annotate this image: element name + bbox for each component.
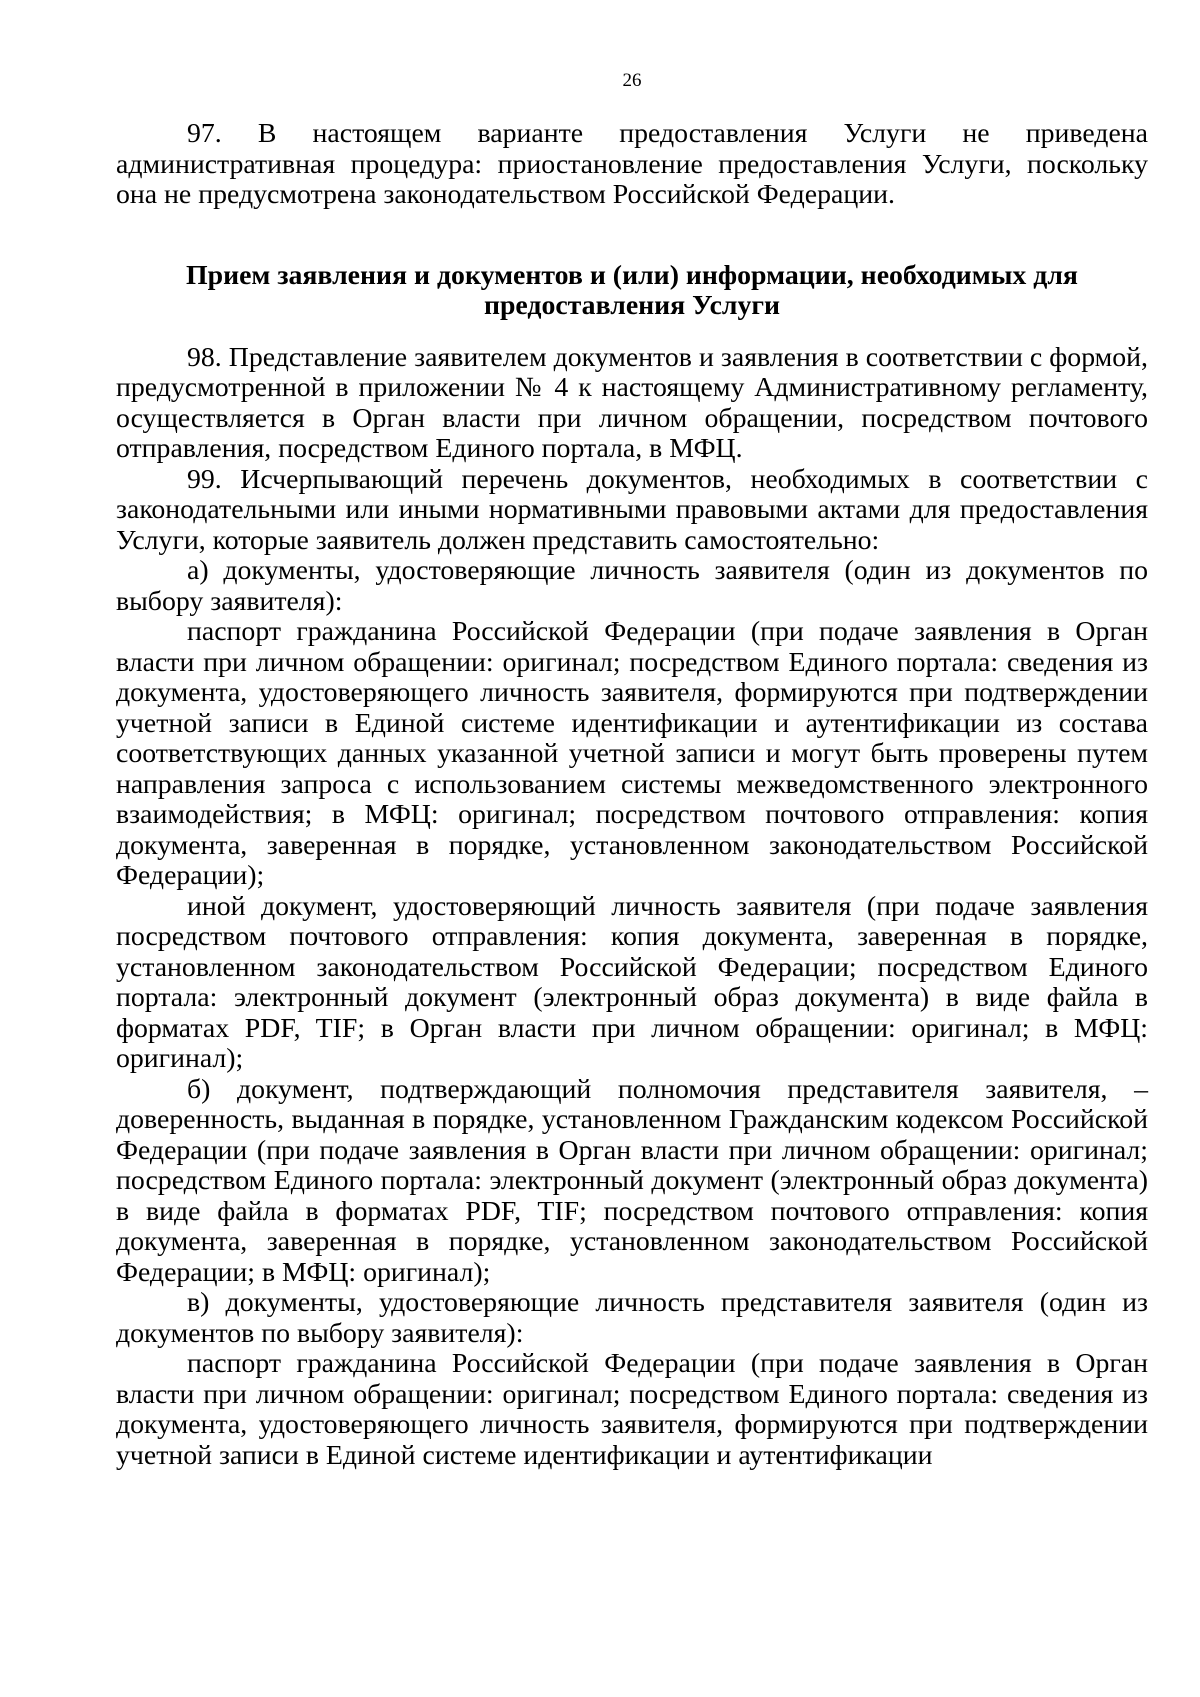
list-item-v: в) документы, удостоверяющие личность представителя заявителя (один из документов по выбору заявителя): <box>116 1287 1148 1349</box>
list-item-b: б) документ, подтверждающий полномочия представителя заявителя, – доверенность, выданная в порядке, установленном Гражданским кодексом Российской Федерации (при подаче заявления в Орган власти при личном обращении: оригинал; посредством Единого портала: электронный документ (электронный образ документа) в виде файла в форматах PDF, TIF; посредством почтового отправления: копия документа, заверенная в порядке, установленном законодательством Российской Федерации; в МФЦ: оригинал); <box>116 1073 1148 1288</box>
paragraph-99: 99. Исчерпывающий перечень документов, необходимых в соответствии с законодательными или иными нормативными правовыми актами для предоставления Услуги, которые заявитель должен представить самостоятельно: <box>116 463 1148 556</box>
document-page <box>116 0 1148 1697</box>
paragraph-97: 97. В настоящем варианте предоставления Услуги не приведена административная процедура: приостановление предоставления Услуги, поскольку она не предусмотрена законодательством Российской Федерации. <box>116 118 1148 210</box>
list-item-a: а) документы, удостоверяющие личность заявителя (один из документов по выбору заявителя): <box>116 555 1148 617</box>
document-body <box>116 119 1148 1471</box>
section-heading-line-2: предоставления Услуги <box>483 290 781 321</box>
paragraph-98: 98. Представление заявителем документов и заявления в соответствии с формой, предусмотренной в приложении № 4 к настоящему Административному регламенту, осуществляется в Орган власти при личном обращении, посредством почтового отправления, посредством Единого портала, в МФЦ. <box>116 341 1148 464</box>
list-item-a-passport: паспорт гражданина Российской Федерации (при подаче заявления в Орган власти при личном обращении: оригинал; посредством Единого портала: сведения из документа, удостоверяющего личность заявителя, формируются при подтверждении учетной записи в Единой системе идентификации и аутентификации из состава соответствующих данных указанной учетной записи и могут быть проверены путем направления запроса с использованием системы межведомственного электронного взаимодействия; в МФЦ: оригинал; посредством почтового отправления: копия документа, заверенная в порядке, установленном законодательством Российской Федерации); <box>116 616 1148 891</box>
section-heading <box>116 261 1148 322</box>
section-heading-line-1: Прием заявления и документов и (или) информации, необходимых для <box>186 259 1078 291</box>
list-item-a-other-document: иной документ, удостоверяющий личность заявителя (при подаче заявления посредством почтового отправления: копия документа, заверенная в порядке, установленном законодательством Российской Федерации; посредством Единого портала: электронный документ (электронный образ документа) в виде файла в форматах PDF, TIF; в Орган власти при личном обращении: оригинал; в МФЦ: оригинал); <box>116 890 1148 1074</box>
list-item-v-passport: паспорт гражданина Российской Федерации (при подаче заявления в Орган власти при личном обращении: оригинал; посредством Единого портала: сведения из документа, удостоверяющего личность заявителя, формируются при подтверждении учетной записи в Единой системе идентификации и аутентификации <box>116 1348 1148 1471</box>
page-number: 26 <box>622 70 642 91</box>
